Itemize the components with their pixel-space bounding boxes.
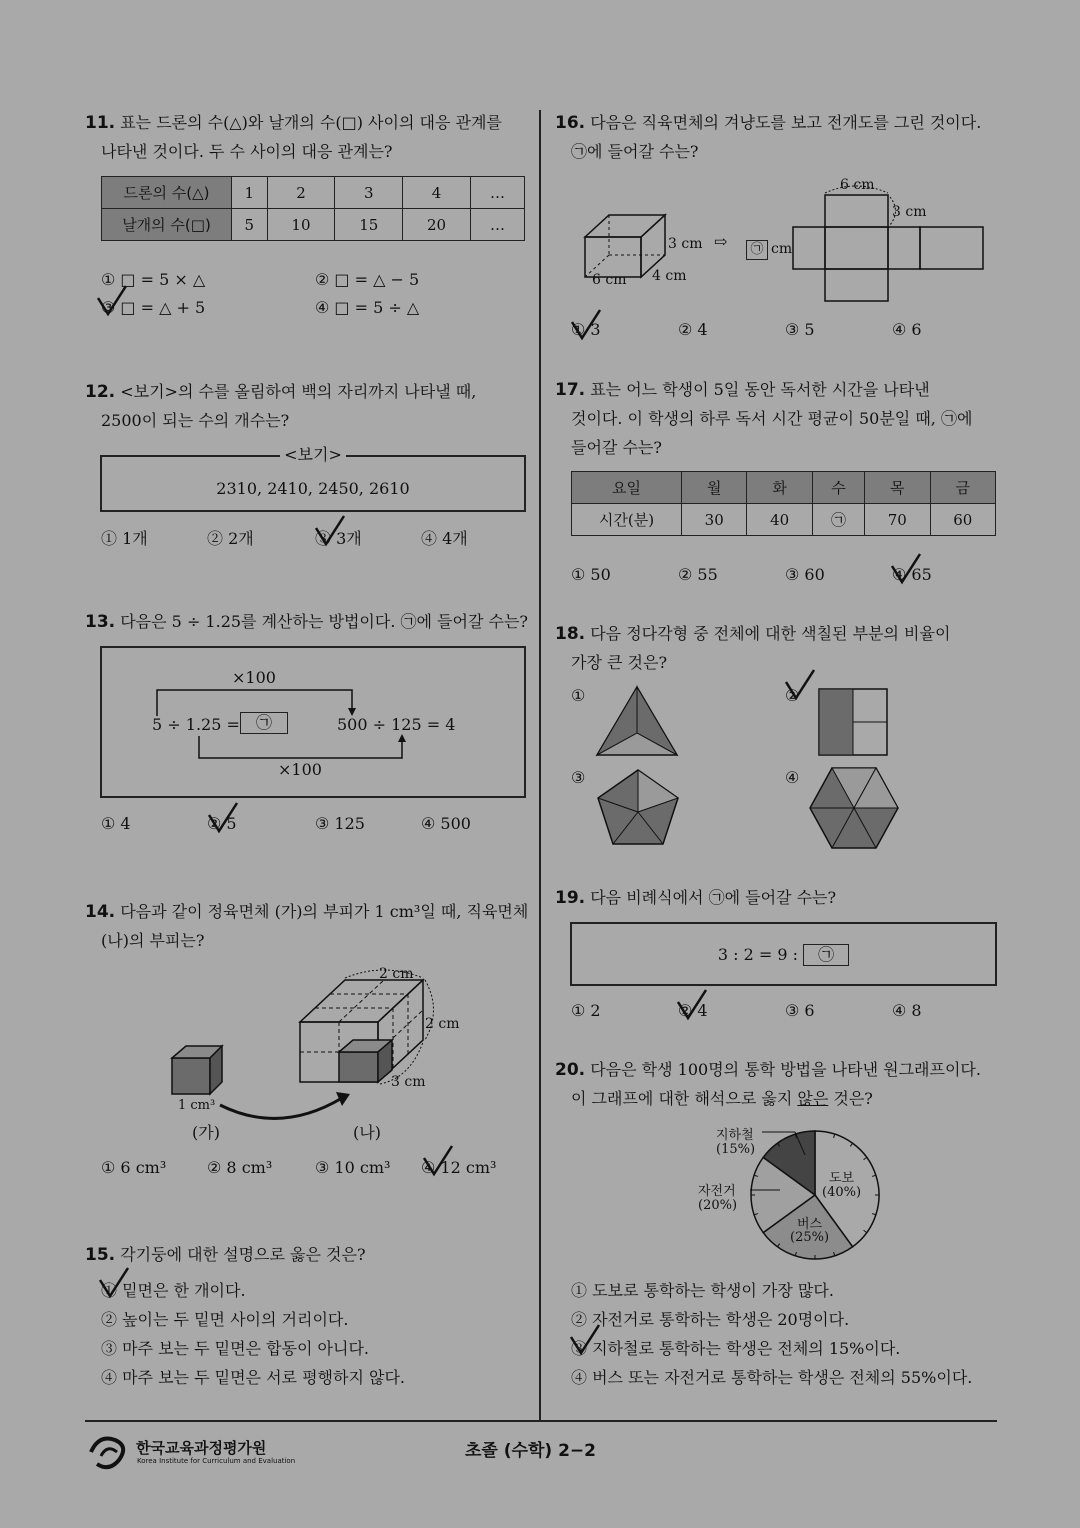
question-text: <보기>의 수를 올림하여 백의 자리까지 나타낼 때,	[120, 382, 477, 401]
check-mark-icon	[886, 552, 926, 588]
dimension-label: 3 cm	[391, 1074, 426, 1090]
institute-name-ko: 한국교육과정평가원	[136, 1439, 267, 1457]
question-text: 표는 어느 학생이 5일 동안 독서한 시간을 나타낸	[590, 380, 930, 399]
example-values: 2310, 2410, 2450, 2610	[216, 479, 410, 498]
choice-2[interactable]: ② 자전거로 통학하는 학생은 20명이다.	[571, 1310, 850, 1329]
table-cell: 60	[930, 504, 995, 536]
pie-label-bike: 자전거	[698, 1184, 736, 1199]
table-cell: 1	[232, 177, 268, 209]
question-number: 11.	[85, 113, 116, 133]
example-box	[100, 445, 526, 512]
choice-4[interactable]: ④ 4개	[421, 529, 468, 548]
table-cell: …	[470, 177, 524, 209]
correspondence-table	[101, 176, 525, 241]
column-divider	[539, 110, 541, 1420]
institute-name-en: Korea Institute for Curriculum and Evaluation	[137, 1457, 296, 1465]
table-cell: 40	[747, 504, 812, 536]
calculation-box	[100, 646, 526, 798]
choice-3[interactable]: ③ 마주 보는 두 밑면은 합동이 아니다.	[101, 1339, 369, 1358]
blank-box: ㉠	[803, 944, 849, 966]
pie-pct-walk: (40%)	[822, 1185, 862, 1200]
choice-4[interactable]: ④ 마주 보는 두 밑면은 서로 평행하지 않다.	[101, 1368, 405, 1387]
question-number: 14.	[85, 902, 116, 922]
pie-pct-subway: (15%)	[716, 1142, 756, 1157]
question-text: 들어갈 수는?	[571, 438, 662, 457]
choice-4[interactable]: ④ 65	[892, 565, 932, 584]
pie-pct-bike: (20%)	[698, 1198, 738, 1213]
table-header-cell: 목	[865, 472, 930, 504]
choice-1[interactable]: ① 밑면은 한 개이다.	[101, 1281, 246, 1300]
pie-pct-bus: (25%)	[790, 1230, 830, 1245]
choice-2[interactable]: ②	[785, 686, 800, 705]
choice-1[interactable]: ① 4	[101, 814, 131, 833]
dimension-label: 3 cm	[892, 204, 927, 220]
table-header-cell: 날개의 수(□)	[102, 209, 232, 241]
check-mark-icon	[565, 1323, 605, 1359]
question-text: ㉠에 들어갈 수는?	[571, 142, 699, 161]
hexagon-shape	[808, 766, 900, 850]
choice-4[interactable]: ④ 500	[421, 814, 471, 833]
scaled-expression: 500 ÷ 125 = 4	[337, 715, 456, 734]
choice-3[interactable]: ③ 10 cm³	[315, 1158, 391, 1177]
division-expression: 5 ÷ 1.25 =	[152, 715, 240, 734]
dimension-label: 2 cm	[425, 1016, 460, 1032]
check-mark-icon	[92, 284, 132, 320]
choice-1[interactable]: ①	[571, 686, 586, 705]
proportion-box	[570, 922, 997, 986]
check-mark-icon	[94, 1266, 134, 1302]
figure-label-na: (나)	[353, 1123, 381, 1142]
choice-3[interactable]: ③ 5	[785, 320, 815, 339]
question-text: 표는 드론의 수(△)와 날개의 수(□) 사이의 대응 관계를	[120, 113, 502, 132]
reading-time-table	[571, 471, 996, 536]
question-text: 것이다. 이 학생의 하루 독서 시간 평균이 50분일 때, ㉠에	[571, 409, 973, 428]
question-text: 다음은 학생 100명의 통학 방법을 나타낸 원그래프이다.	[590, 1060, 981, 1079]
table-row	[102, 209, 525, 241]
dimension-label: 4 cm	[652, 268, 687, 284]
table-header-cell: 드론의 수(△)	[102, 177, 232, 209]
choice-1[interactable]: ① 도보로 통학하는 학생이 가장 많다.	[571, 1281, 834, 1300]
choice-1[interactable]: ① □ = 5 × △	[101, 270, 206, 289]
choice-2[interactable]: ② 2개	[207, 529, 254, 548]
footer-rule	[85, 1420, 997, 1422]
table-cell: 3	[335, 177, 403, 209]
question-number: 16.	[555, 113, 586, 133]
check-mark-icon	[418, 1144, 458, 1180]
table-cell: 30	[682, 504, 747, 536]
dimension-label: 3 cm	[668, 236, 703, 252]
choice-3[interactable]: ③ 60	[785, 565, 825, 584]
choice-4[interactable]: ④ □ = 5 ÷ △	[315, 298, 420, 317]
choice-1[interactable]: ① 50	[571, 565, 611, 584]
choice-2[interactable]: ② 4	[678, 1001, 708, 1020]
table-cell: 2	[267, 177, 335, 209]
question-text: 가장 큰 것은?	[571, 653, 668, 672]
proportion-expression: 3 : 2 = 9 :	[717, 945, 799, 964]
table-cell: 시간(분)	[572, 504, 682, 536]
table-header-cell: 요일	[572, 472, 682, 504]
table-row	[102, 177, 525, 209]
choice-4[interactable]: ④ 12 cm³	[421, 1158, 497, 1177]
question-number: 12.	[85, 382, 116, 402]
question-number: 17.	[555, 380, 586, 400]
table-cell: 5	[232, 209, 268, 241]
table-header-cell: 금	[930, 472, 995, 504]
question-text: 다음은 5 ÷ 1.25를 계산하는 방법이다. ㉠에 들어갈 수는?	[120, 612, 528, 631]
pie-label-subway: 지하철	[716, 1128, 754, 1143]
square-shape	[818, 688, 890, 758]
table-cell: ㉠	[812, 504, 864, 536]
dimension-label: 2 cm	[379, 966, 414, 982]
unit-cube-label: 1 cm³	[178, 1098, 216, 1113]
choice-3[interactable]: ③ 지하철로 통학하는 학생은 전체의 15%이다.	[571, 1339, 901, 1358]
choice-1[interactable]: ① 2	[571, 1001, 601, 1020]
table-header-cell: 화	[747, 472, 812, 504]
choice-1[interactable]: ① 1개	[101, 529, 148, 548]
blank-box: ㉠	[746, 240, 768, 260]
dimension-label: 6 cm	[840, 177, 875, 193]
check-mark-icon	[780, 668, 820, 704]
check-mark-icon	[672, 988, 712, 1024]
table-cell: 4	[403, 177, 471, 209]
table-cell: 70	[865, 504, 930, 536]
choice-2[interactable]: ② 높이는 두 밑면 사이의 거리이다.	[101, 1310, 349, 1329]
choice-2[interactable]: ② 55	[678, 565, 718, 584]
check-mark-icon	[310, 514, 350, 550]
blank-box: ㉠	[240, 712, 288, 734]
choice-2[interactable]: ② □ = △ − 5	[315, 270, 420, 289]
example-box-title: <보기>	[280, 445, 346, 464]
choice-3[interactable]: ③ 6	[785, 1001, 815, 1020]
table-cell: …	[470, 209, 524, 241]
question-text: 다음 정다각형 중 전체에 대한 색칠된 부분의 비율이	[590, 624, 951, 643]
question-text: (나)의 부피는?	[101, 931, 205, 950]
top-multiplier-label: ×100	[232, 668, 276, 687]
dimension-label: 6 cm	[592, 272, 627, 288]
table-header-cell: 수	[812, 472, 864, 504]
check-mark-icon	[566, 308, 606, 344]
arrow-icon: ⇨	[714, 232, 728, 251]
table-row	[572, 472, 996, 504]
pie-label-bus: 버스	[797, 1217, 823, 1232]
table-row	[572, 504, 996, 536]
question-number: 20.	[555, 1060, 586, 1080]
question-text: 것은?	[828, 1089, 873, 1108]
choice-2[interactable]: ② 5	[207, 814, 237, 833]
table-cell: 20	[403, 209, 471, 241]
bottom-multiplier-label: ×100	[278, 760, 322, 779]
choice-3[interactable]: ③	[571, 768, 586, 787]
choice-4[interactable]: ④	[785, 768, 800, 787]
question-number: 19.	[555, 888, 586, 908]
question-text: 2500이 되는 수의 개수는?	[101, 411, 290, 430]
choice-3[interactable]: ③ 125	[315, 814, 365, 833]
choice-4[interactable]: ④ 8	[892, 1001, 922, 1020]
choice-3[interactable]: ③ 3개	[315, 529, 362, 548]
question-number: 15.	[85, 1245, 116, 1265]
table-cell: 10	[267, 209, 335, 241]
choice-4[interactable]: ④ 버스 또는 자전거로 통학하는 학생은 전체의 55%이다.	[571, 1368, 973, 1387]
question-text: 다음과 같이 정육면체 (가)의 부피가 1 cm³일 때, 직육면체	[120, 902, 529, 921]
pie-label-walk: 도보	[829, 1171, 855, 1186]
question-number: 13.	[85, 612, 116, 632]
question-number: 18.	[555, 624, 586, 644]
unit-label: cm	[771, 241, 793, 257]
choice-4[interactable]: ④ 6	[892, 320, 922, 339]
question-text: 각기둥에 대한 설명으로 옳은 것은?	[120, 1245, 366, 1264]
pentagon-shape	[596, 768, 680, 848]
table-cell: 15	[335, 209, 403, 241]
question-text: 다음은 직육면체의 겨냥도를 보고 전개도를 그린 것이다.	[590, 113, 982, 132]
institute-logo-icon	[85, 1430, 135, 1474]
check-mark-icon	[203, 801, 243, 837]
question-text: 이 그래프에 대한 해석으로 옳지	[571, 1089, 798, 1108]
triangle-shape	[595, 685, 680, 757]
question-text: 다음 비례식에서 ㉠에 들어갈 수는?	[590, 888, 837, 907]
choice-2[interactable]: ② 8 cm³	[207, 1158, 273, 1177]
question-text-emphasis: 않은	[797, 1089, 829, 1108]
question-text: 나타낸 것이다. 두 수 사이의 대응 관계는?	[101, 142, 393, 161]
choice-1[interactable]: ① 6 cm³	[101, 1158, 167, 1177]
table-header-cell: 월	[682, 472, 747, 504]
figure-label-ga: (가)	[192, 1123, 220, 1142]
choice-1[interactable]: ① 3	[571, 320, 601, 339]
page-label: 초졸 (수학) 2−2	[465, 1441, 596, 1461]
choice-3[interactable]: ③ □ = △ + 5	[101, 298, 206, 317]
choice-2[interactable]: ② 4	[678, 320, 708, 339]
